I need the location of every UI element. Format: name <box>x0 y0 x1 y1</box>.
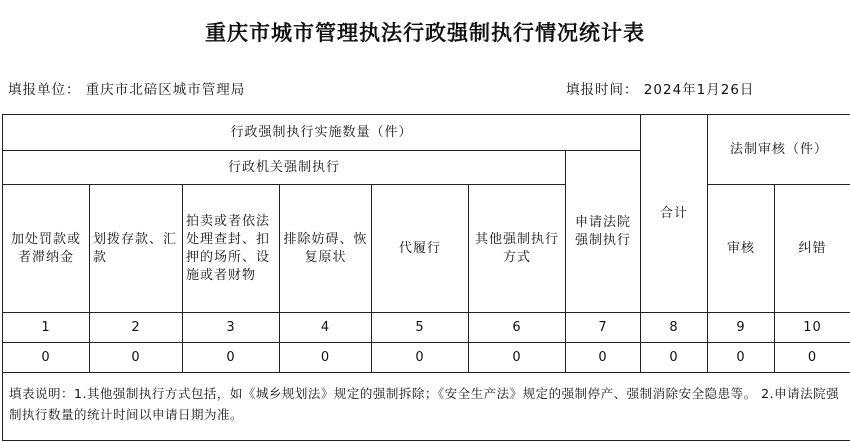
col-header-fine: 加处罚款或者滞纳金 <box>3 185 90 313</box>
statistics-table <box>2 114 850 441</box>
col-header-restore: 排除妨碍、恢复原状 <box>280 185 372 313</box>
index-cell: 2 <box>90 313 183 343</box>
reporting-date <box>566 78 754 98</box>
header-court-enforcement: 申请法院强制执行 <box>566 151 641 313</box>
index-cell: 7 <box>566 313 641 343</box>
value-cell: 0 <box>641 343 708 373</box>
value-cell: 0 <box>566 343 641 373</box>
col-header-other: 其他强制执行方式 <box>469 185 566 313</box>
header-implementation-count: 行政强制执行实施数量（件） <box>3 115 641 151</box>
index-cell: 3 <box>183 313 280 343</box>
header-row-1 <box>3 115 850 151</box>
col-header-transfer: 划拨存款、汇款 <box>90 185 183 313</box>
value-cell: 0 <box>3 343 90 373</box>
index-cell: 8 <box>641 313 708 343</box>
col-header-auction: 拍卖或者依法处理查封、扣押的场所、设施或者财物 <box>183 185 280 313</box>
reporting-unit-value: 重庆市北碚区城市管理局 <box>85 82 246 98</box>
col-header-substitute: 代履行 <box>372 185 469 313</box>
value-cell: 0 <box>775 343 850 373</box>
index-cell: 10 <box>775 313 850 343</box>
header-total: 合计 <box>641 115 708 313</box>
col-header-audit: 审核 <box>708 185 775 313</box>
index-cell: 4 <box>280 313 372 343</box>
header-administrative-enforcement: 行政机关强制执行 <box>3 151 566 185</box>
value-cell: 0 <box>708 343 775 373</box>
value-row <box>3 343 850 373</box>
header-row-3 <box>3 185 850 313</box>
value-cell: 0 <box>469 343 566 373</box>
index-cell: 1 <box>3 313 90 343</box>
index-cell: 6 <box>469 313 566 343</box>
index-cell: 9 <box>708 313 775 343</box>
filling-instructions: 填表说明：1.其他强制执行方式包括，如《城乡规划法》规定的强制拆除；《安全生产法》规定的强制停产、强制消除安全隐患等。 2.申请法院强制执行数量的统计时间以申请日期为准。 <box>3 373 850 441</box>
index-cell: 5 <box>372 313 469 343</box>
note-row <box>3 373 850 441</box>
reporting-date-value: 2024年1月26日 <box>643 82 755 98</box>
value-cell: 0 <box>90 343 183 373</box>
index-row <box>3 313 850 343</box>
reporting-unit <box>8 78 245 98</box>
col-header-correction: 纠错 <box>775 185 850 313</box>
value-cell: 0 <box>372 343 469 373</box>
value-cell: 0 <box>280 343 372 373</box>
header-legal-review: 法制审核（件） <box>708 115 850 185</box>
value-cell: 0 <box>183 343 280 373</box>
reporting-unit-label: 填报单位： <box>8 82 81 98</box>
page-title: 重庆市城市管理执法行政强制执行情况统计表 <box>205 21 645 45</box>
reporting-date-label: 填报时间： <box>566 82 639 98</box>
